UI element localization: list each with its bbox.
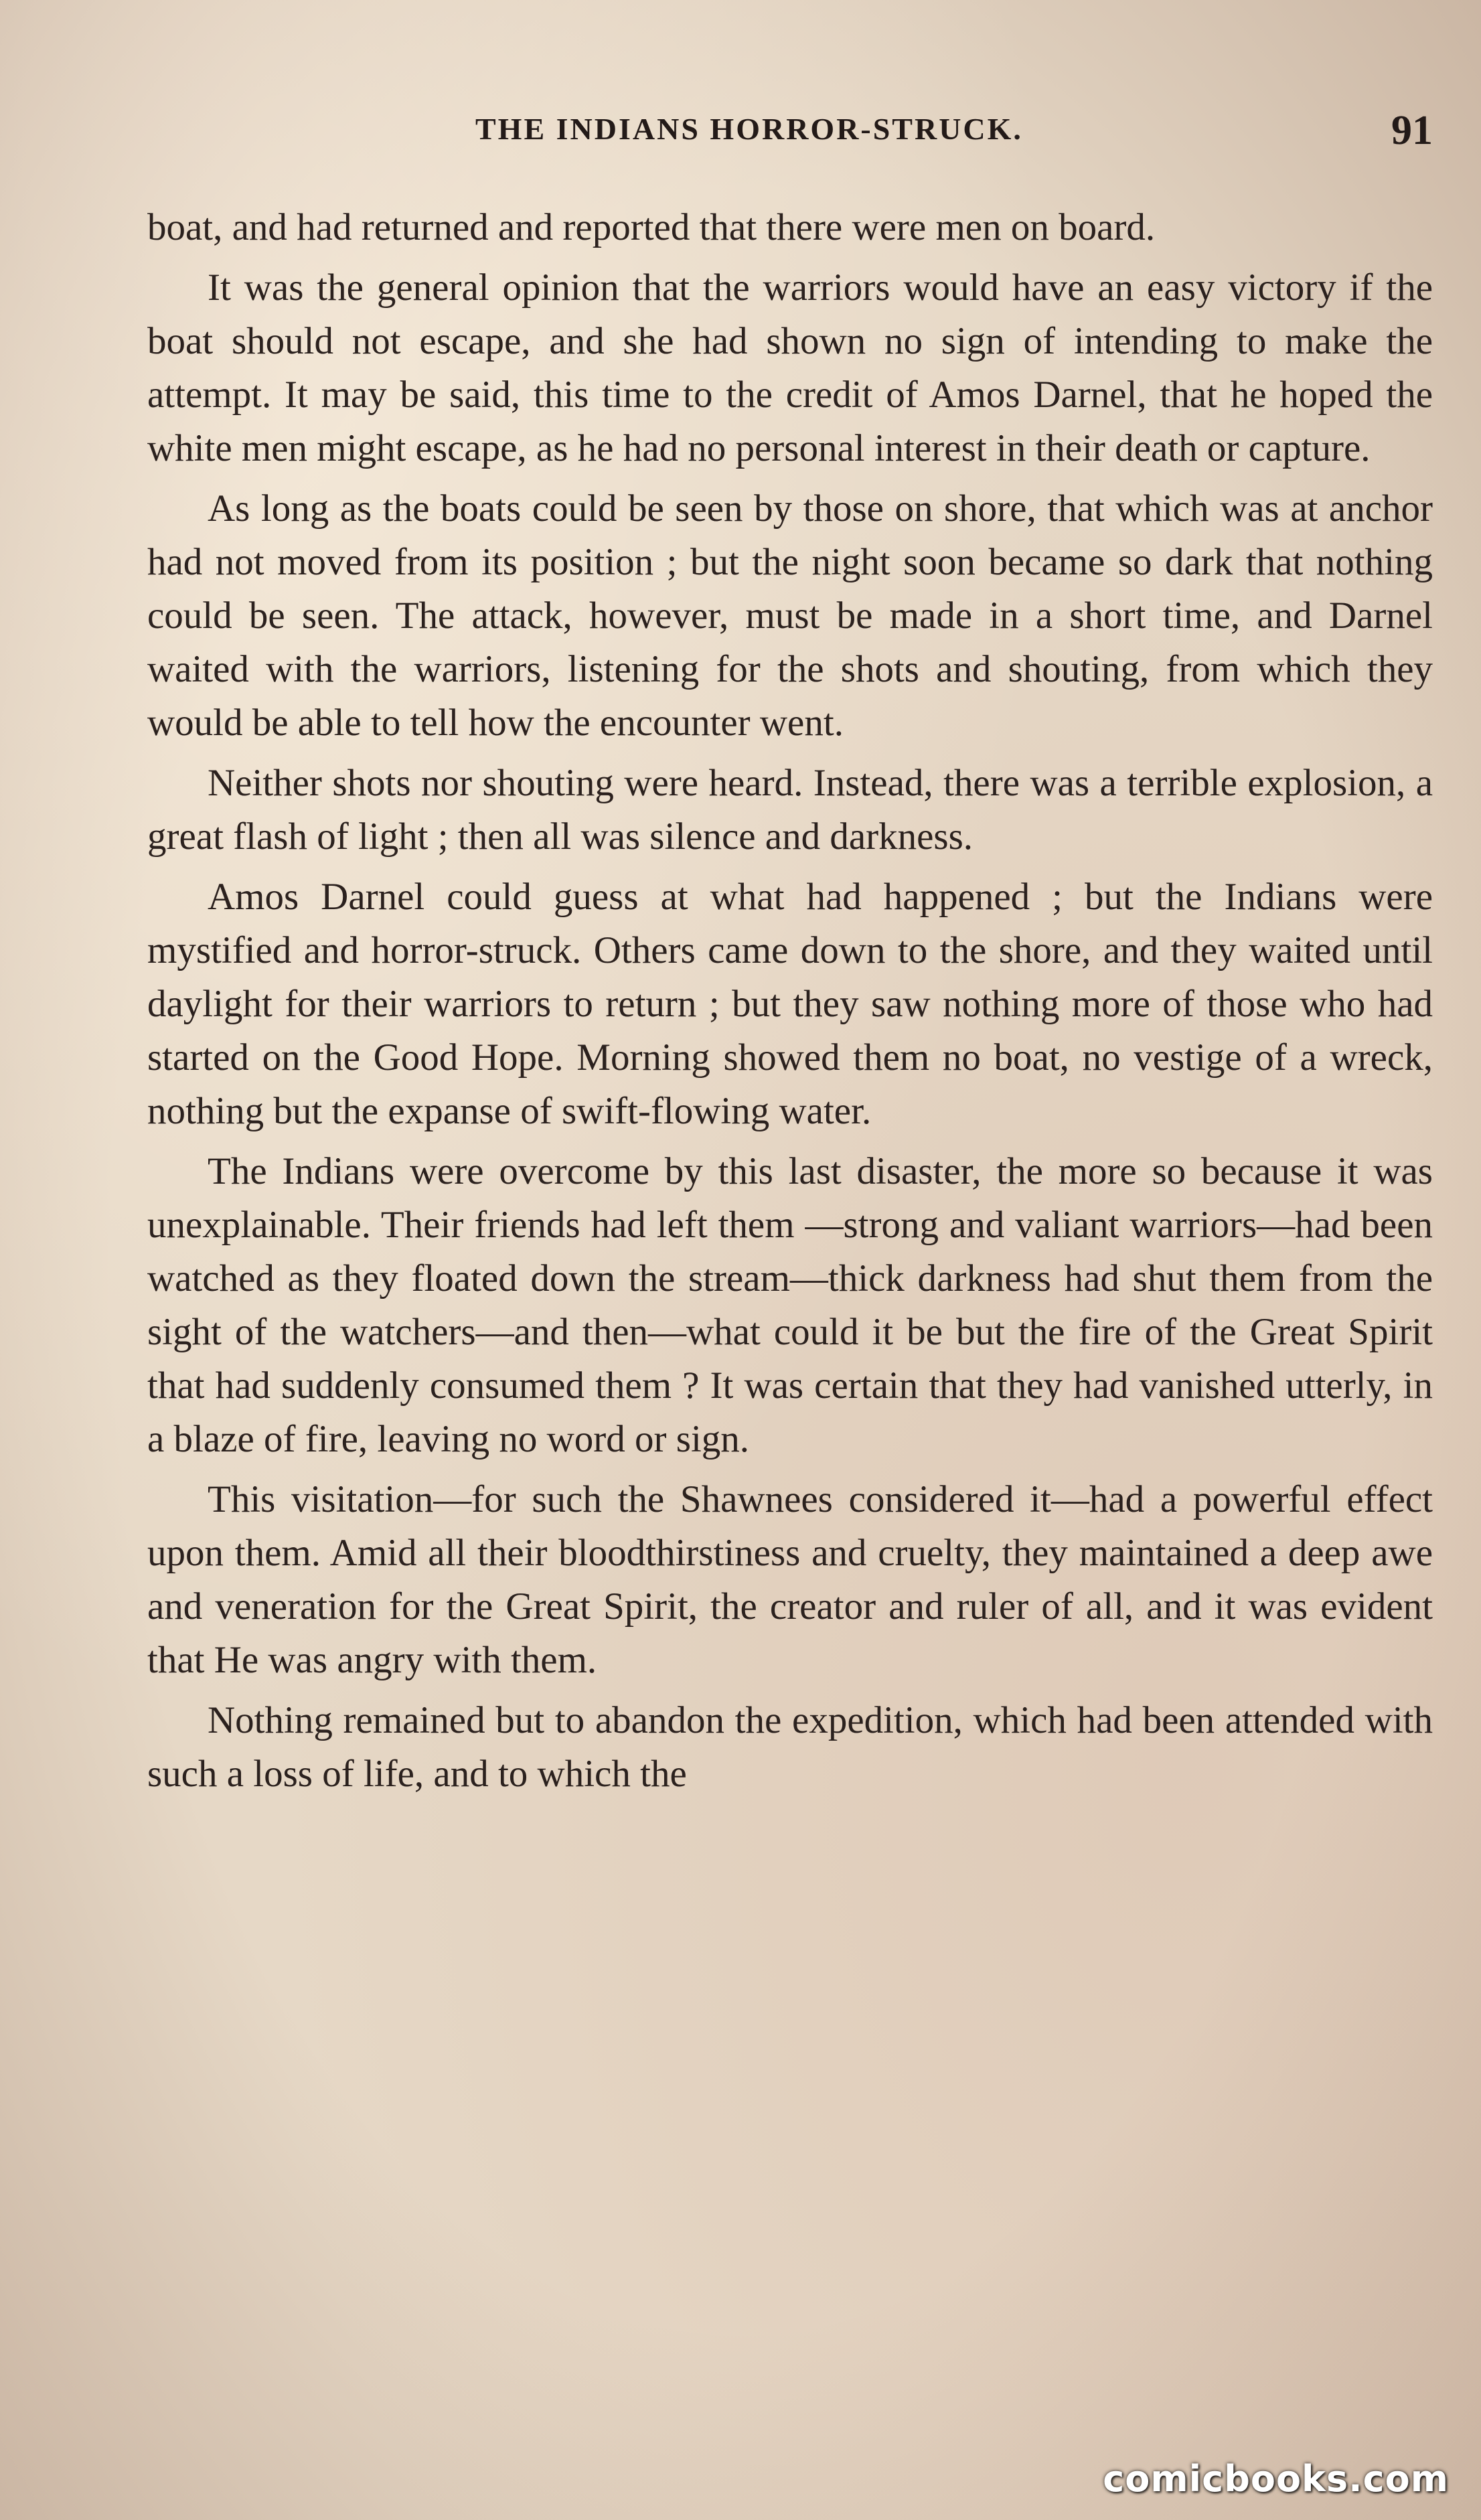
body-text — [147, 201, 1433, 1808]
paragraph: It was the general opinion that the warriors would have an easy victory if the boat should not escape, and she had shown no sign of intending to make the attempt. It may be said, this time to the credit of Amos Darnel, that he hoped the white men might escape, as he had no personal interest in their death or capture. — [147, 266, 1433, 469]
paragraph: boat, and had returned and reported that there were men on board. — [147, 206, 1156, 248]
paragraph: Nothing remained but to abandon the expedition, which had been attended with such a loss of life, and to which the — [147, 1699, 1433, 1795]
paragraph: Amos Darnel could guess at what had happened ; but the Indians were mystified and horror-struck. Others came down to the shore, and they waited until daylight for their warriors to return ; but they saw nothing more of those who had started on the Good Hope. Morning showed them no boat, no vestige of a wreck, nothing but the expanse of swift-flowing water. — [147, 876, 1433, 1132]
paragraph: The Indians were overcome by this last disaster, the more so because it was unexplainable. Their friends had left them —strong and valiant warriors—had been watched as they floated down the stream—thick darkness had shut them from the sight of the watchers—and then—what could it be but the fire of the Great Spirit that had suddenly consumed them ? It was certain that they had vanished utterly, in a blaze of fire, leaving no word or sign. — [147, 1150, 1433, 1460]
paragraph: Neither shots nor shouting were heard. Instead, there was a terrible explosion, a great flash of light ; then all was silence and darkness. — [147, 762, 1433, 858]
paragraph: As long as the boats could be seen by those on shore, that which was at anchor had not moved from its position ; but the night soon became so dark that nothing could be seen. The attack, however, must be made in a short time, and Darnel waited with the warriors, listening for the shots and shouting, from which they would be able to tell how the encounter went. — [147, 487, 1433, 744]
paragraph: This visitation—for such the Shawnees considered it—had a powerful effect upon them. Amid all their bloodthirstiness and cruelty, they maintained a deep awe and veneration for the Great Spirit, the creator and ruler of all, and it was evident that He was angry with them. — [147, 1478, 1433, 1681]
page-number: 91 — [1391, 108, 1433, 153]
watermark: comicbooks.com — [1103, 2458, 1449, 2500]
page-header — [147, 107, 1433, 167]
running-head: THE INDIANS HORROR-STRUCK. — [475, 112, 1023, 146]
